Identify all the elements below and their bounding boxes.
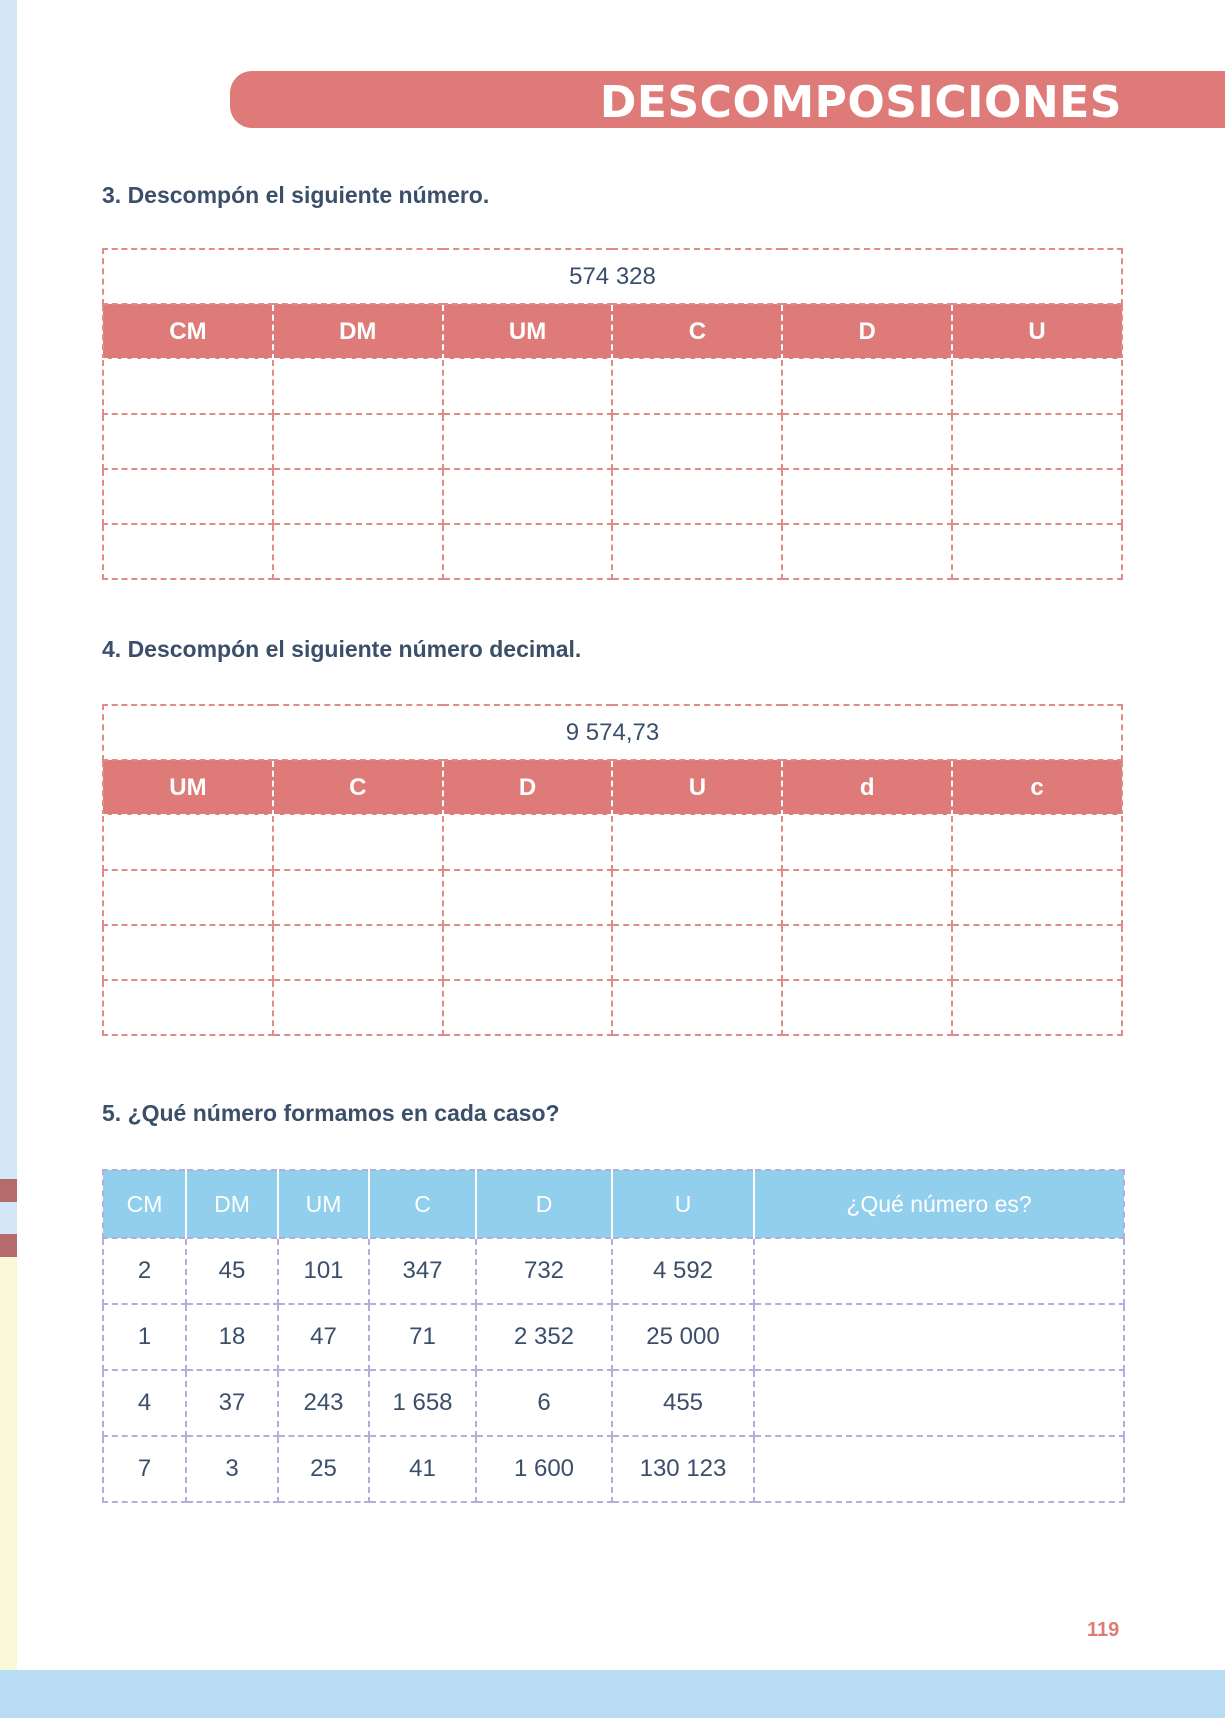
column-header: ¿Qué número es?	[754, 1170, 1124, 1238]
bottom-band	[0, 1670, 1225, 1718]
answer-cell[interactable]	[754, 1304, 1124, 1370]
column-header: c	[952, 760, 1122, 815]
cell: 1	[103, 1304, 186, 1370]
answer-cell[interactable]	[612, 359, 782, 414]
header-row	[103, 1170, 1124, 1238]
cell: 25 000	[612, 1304, 754, 1370]
answer-cell[interactable]	[103, 980, 273, 1035]
answer-cell[interactable]	[612, 980, 782, 1035]
answer-row	[103, 980, 1122, 1035]
answer-cell[interactable]	[612, 524, 782, 579]
answer-cell[interactable]	[612, 815, 782, 870]
answer-cell[interactable]	[273, 925, 443, 980]
answer-cell[interactable]	[612, 414, 782, 469]
answer-cell[interactable]	[782, 870, 952, 925]
column-header: DM	[273, 304, 443, 359]
answer-cell[interactable]	[103, 469, 273, 524]
column-header: D	[782, 304, 952, 359]
cell: 18	[186, 1304, 278, 1370]
page-title: DESCOMPOSICIONES	[599, 77, 1122, 128]
exercise-4-table	[102, 704, 1123, 1036]
side-tab-marker	[0, 1179, 17, 1202]
column-header: U	[612, 760, 782, 815]
answer-row	[103, 870, 1122, 925]
table-row	[103, 1436, 1124, 1502]
answer-cell[interactable]	[952, 815, 1122, 870]
table-row	[103, 1304, 1124, 1370]
header-row	[103, 760, 1122, 815]
answer-cell[interactable]	[952, 925, 1122, 980]
answer-cell[interactable]	[782, 925, 952, 980]
cell: 37	[186, 1370, 278, 1436]
side-decoration-strip	[0, 0, 17, 1670]
answer-cell[interactable]	[443, 359, 613, 414]
answer-row	[103, 414, 1122, 469]
answer-cell[interactable]	[782, 469, 952, 524]
answer-cell[interactable]	[754, 1238, 1124, 1304]
cell: 6	[476, 1370, 612, 1436]
cell: 1 600	[476, 1436, 612, 1502]
column-header: D	[443, 760, 613, 815]
exercise-5-table	[102, 1169, 1125, 1503]
number-row	[103, 705, 1122, 760]
cell: 2	[103, 1238, 186, 1304]
column-header: UM	[103, 760, 273, 815]
answer-cell[interactable]	[273, 870, 443, 925]
answer-row	[103, 925, 1122, 980]
cell: 3	[186, 1436, 278, 1502]
cell: 41	[369, 1436, 476, 1502]
answer-row	[103, 524, 1122, 579]
cell: 455	[612, 1370, 754, 1436]
number-row	[103, 249, 1122, 304]
column-header: UM	[443, 304, 613, 359]
title-banner	[230, 71, 1225, 128]
answer-cell[interactable]	[443, 524, 613, 579]
column-header: d	[782, 760, 952, 815]
side-tab-marker	[0, 1234, 17, 1258]
column-header: C	[369, 1170, 476, 1238]
cell: 130 123	[612, 1436, 754, 1502]
answer-cell[interactable]	[273, 414, 443, 469]
cell: 1 658	[369, 1370, 476, 1436]
answer-cell[interactable]	[103, 870, 273, 925]
answer-cell[interactable]	[103, 414, 273, 469]
answer-cell[interactable]	[782, 980, 952, 1035]
cell: 7	[103, 1436, 186, 1502]
answer-cell[interactable]	[782, 815, 952, 870]
column-header: CM	[103, 304, 273, 359]
target-number: 574 328	[103, 249, 1122, 304]
cell: 732	[476, 1238, 612, 1304]
cell: 4 592	[612, 1238, 754, 1304]
exercise-5-title: 5. ¿Qué número formamos en cada caso?	[102, 1100, 560, 1126]
column-header: U	[952, 304, 1122, 359]
answer-cell[interactable]	[612, 925, 782, 980]
answer-cell[interactable]	[273, 980, 443, 1035]
column-header: UM	[278, 1170, 369, 1238]
answer-cell[interactable]	[443, 815, 613, 870]
answer-cell[interactable]	[952, 469, 1122, 524]
column-header: C	[273, 760, 443, 815]
column-header: D	[476, 1170, 612, 1238]
answer-cell[interactable]	[754, 1436, 1124, 1502]
answer-row	[103, 815, 1122, 870]
answer-cell[interactable]	[952, 414, 1122, 469]
column-header: U	[612, 1170, 754, 1238]
cell: 101	[278, 1238, 369, 1304]
answer-cell[interactable]	[103, 524, 273, 579]
answer-cell[interactable]	[103, 925, 273, 980]
answer-cell[interactable]	[443, 469, 613, 524]
header-row	[103, 304, 1122, 359]
answer-cell[interactable]	[754, 1370, 1124, 1436]
answer-cell[interactable]	[103, 815, 273, 870]
answer-cell[interactable]	[273, 524, 443, 579]
answer-cell[interactable]	[443, 925, 613, 980]
cell: 47	[278, 1304, 369, 1370]
answer-cell[interactable]	[952, 870, 1122, 925]
answer-cell[interactable]	[443, 980, 613, 1035]
answer-row	[103, 469, 1122, 524]
cell: 4	[103, 1370, 186, 1436]
answer-cell[interactable]	[952, 524, 1122, 579]
column-header: CM	[103, 1170, 186, 1238]
answer-cell[interactable]	[273, 469, 443, 524]
answer-cell[interactable]	[952, 359, 1122, 414]
answer-row	[103, 359, 1122, 414]
answer-cell[interactable]	[443, 414, 613, 469]
column-header: C	[612, 304, 782, 359]
answer-cell[interactable]	[782, 414, 952, 469]
answer-cell[interactable]	[273, 359, 443, 414]
column-header: DM	[186, 1170, 278, 1238]
answer-cell[interactable]	[273, 815, 443, 870]
exercise-4-title: 4. Descompón el siguiente número decimal.	[102, 636, 582, 662]
answer-cell[interactable]	[443, 870, 613, 925]
cell: 25	[278, 1436, 369, 1502]
side-yellow-band	[0, 1257, 17, 1670]
cell: 347	[369, 1238, 476, 1304]
cell: 71	[369, 1304, 476, 1370]
answer-cell[interactable]	[612, 469, 782, 524]
exercise-3-table	[102, 248, 1123, 580]
table-row	[103, 1370, 1124, 1436]
exercise-3-title: 3. Descompón el siguiente número.	[102, 182, 490, 208]
cell: 2 352	[476, 1304, 612, 1370]
answer-cell[interactable]	[782, 524, 952, 579]
answer-cell[interactable]	[952, 980, 1122, 1035]
table-row	[103, 1238, 1124, 1304]
answer-cell[interactable]	[612, 870, 782, 925]
page-number: 119	[1087, 1619, 1120, 1641]
answer-cell[interactable]	[782, 359, 952, 414]
answer-cell[interactable]	[103, 359, 273, 414]
target-number: 9 574,73	[103, 705, 1122, 760]
cell: 243	[278, 1370, 369, 1436]
cell: 45	[186, 1238, 278, 1304]
